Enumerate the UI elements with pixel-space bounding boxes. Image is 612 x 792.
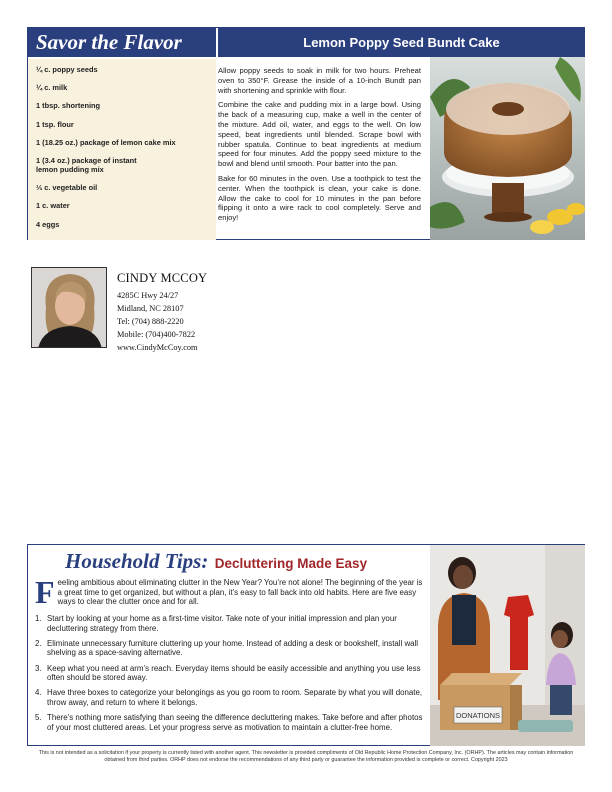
list-item bbox=[35, 713, 423, 732]
agent-address-line1: 4285C Hwy 24/27 bbox=[117, 291, 179, 300]
recipe-section bbox=[27, 27, 585, 240]
footer-disclaimer: This is not intended as a solicitation if your property is currently listed with another agent. This newsletter is provided compliments of Old Republic Home Protection Company, Inc. (ORHP). The articles may contain information obtained from third parties. ORHP does not endorse the recommendations of any third party or guarantee the information provided is complete or correct. Copyright 2023 bbox=[38, 750, 574, 763]
agent-website-link[interactable]: www.CindyMcCoy.com bbox=[117, 343, 198, 353]
ingredient-item: 4 eggs bbox=[36, 219, 60, 229]
list-item-number: 5. bbox=[35, 713, 42, 723]
ingredient-item: 1 (18.25 oz.) package of lemon cake mix bbox=[36, 137, 176, 147]
donations-box-label: DONATIONS bbox=[455, 711, 501, 720]
list-item-text: Eliminate unnecessary furniture cluttering up your home. Instead of adding a desk or bookshelf, install wall shelving as a space-saving alternative. bbox=[47, 638, 419, 658]
list-item bbox=[35, 688, 423, 707]
list-item-text: Keep what you need at arm’s reach. Everyday items should be easily accessible and anything you use less often should be stored away. bbox=[47, 663, 421, 683]
drop-cap: F bbox=[35, 574, 55, 610]
bundt-cake-photo bbox=[430, 57, 585, 240]
ingredient-item: ¼ c. poppy seeds bbox=[36, 65, 98, 74]
recipe-section-title: Savor the Flavor bbox=[28, 28, 216, 57]
list-item-number: 1. bbox=[35, 614, 42, 623]
ingredient-item: 1 c. water bbox=[36, 201, 70, 211]
instruction-paragraph: Combine the cake and pudding mix in a large bowl. Using the back of a measuring cup, make a well in the center of the mixture. Add oil, water, and eggs to the well. On low speed, beat ingredients until blended. Scrape bowl with rubber spatula. Continue to beat ingredients at medium speed for four minutes. Add the poppy seed mixture to the bowl and blend until smooth. Pour batter into the pan. bbox=[218, 100, 421, 169]
tips-title: Household Tips: bbox=[65, 549, 209, 573]
tips-list bbox=[35, 614, 423, 738]
list-item bbox=[35, 639, 423, 658]
household-tips-section bbox=[27, 544, 585, 746]
list-item-text: Have three boxes to categorize your belongings as you go room to room. Separate by what you will donate, throw away, and return to where it belongs. bbox=[47, 688, 423, 707]
agent-address-line2: Midland, NC 28107 bbox=[117, 304, 184, 314]
ingredient-item: 1 (3.4 oz.) package of instant lemon pudding mix bbox=[36, 155, 137, 174]
decluttering-photo bbox=[430, 545, 585, 746]
list-item bbox=[35, 664, 423, 683]
tips-intro-paragraph bbox=[35, 574, 423, 610]
list-item-text: There’s nothing more satisfying than seeing the difference decluttering makes. Take before and after photos of your most cluttered areas. Let your progress serve as motivation to maintain a clutter-free home. bbox=[47, 713, 423, 732]
agent-phone[interactable]: Tel: (704) 888-2220 bbox=[117, 317, 184, 327]
agent-contact-block bbox=[117, 271, 207, 354]
list-item bbox=[35, 614, 423, 633]
recipe-title: Lemon Poppy Seed Bundt Cake bbox=[218, 28, 585, 57]
list-item-number: 2. bbox=[35, 638, 42, 648]
tips-subtitle: Decluttering Made Easy bbox=[214, 556, 368, 571]
ingredient-item: 1 tsp. flour bbox=[36, 119, 74, 129]
instruction-paragraph: Allow poppy seeds to soak in milk for two hours. Preheat oven to 350°F. Grease the inside of a 10-inch Bundt pan with shortening and sprinkle with flour. bbox=[218, 66, 421, 95]
tips-heading bbox=[65, 549, 367, 574]
agent-mobile[interactable]: Mobile: (704)400-7822 bbox=[117, 330, 196, 340]
ingredient-item: ¼ c. milk bbox=[36, 83, 68, 93]
instruction-paragraph: Bake for 60 minutes in the oven. Use a toothpick to test the center. When the toothpick is clean, your cake is done. Allow the cake to cool for 10 minutes in the pan before flipping it onto a wire rack to cool completely. Serve and enjoy! bbox=[218, 173, 421, 223]
ingredients-list bbox=[28, 59, 216, 240]
agent-name: CINDY MCCOY bbox=[117, 271, 208, 285]
agent-headshot bbox=[31, 267, 107, 348]
list-item-number: 3. bbox=[35, 663, 42, 673]
ingredient-item: ⅓ c. vegetable oil bbox=[36, 183, 98, 193]
ingredient-item: 1 tbsp. shortening bbox=[36, 101, 101, 111]
tips-intro-text: eeling ambitious about eliminating clutter in the New Year? You’re not alone! The beginning of the year is a great time to get organized, but without a plan, it’s easy to fall back into old habits. Here are five easy ways to clear the clutter once and for all. bbox=[57, 578, 423, 607]
list-item-number: 4. bbox=[35, 688, 42, 698]
recipe-instructions bbox=[218, 66, 421, 228]
list-item-text: Start by looking at your home as a first-time visitor. Take note of your initial impression and plan your decluttering strategy from there. bbox=[47, 614, 397, 633]
